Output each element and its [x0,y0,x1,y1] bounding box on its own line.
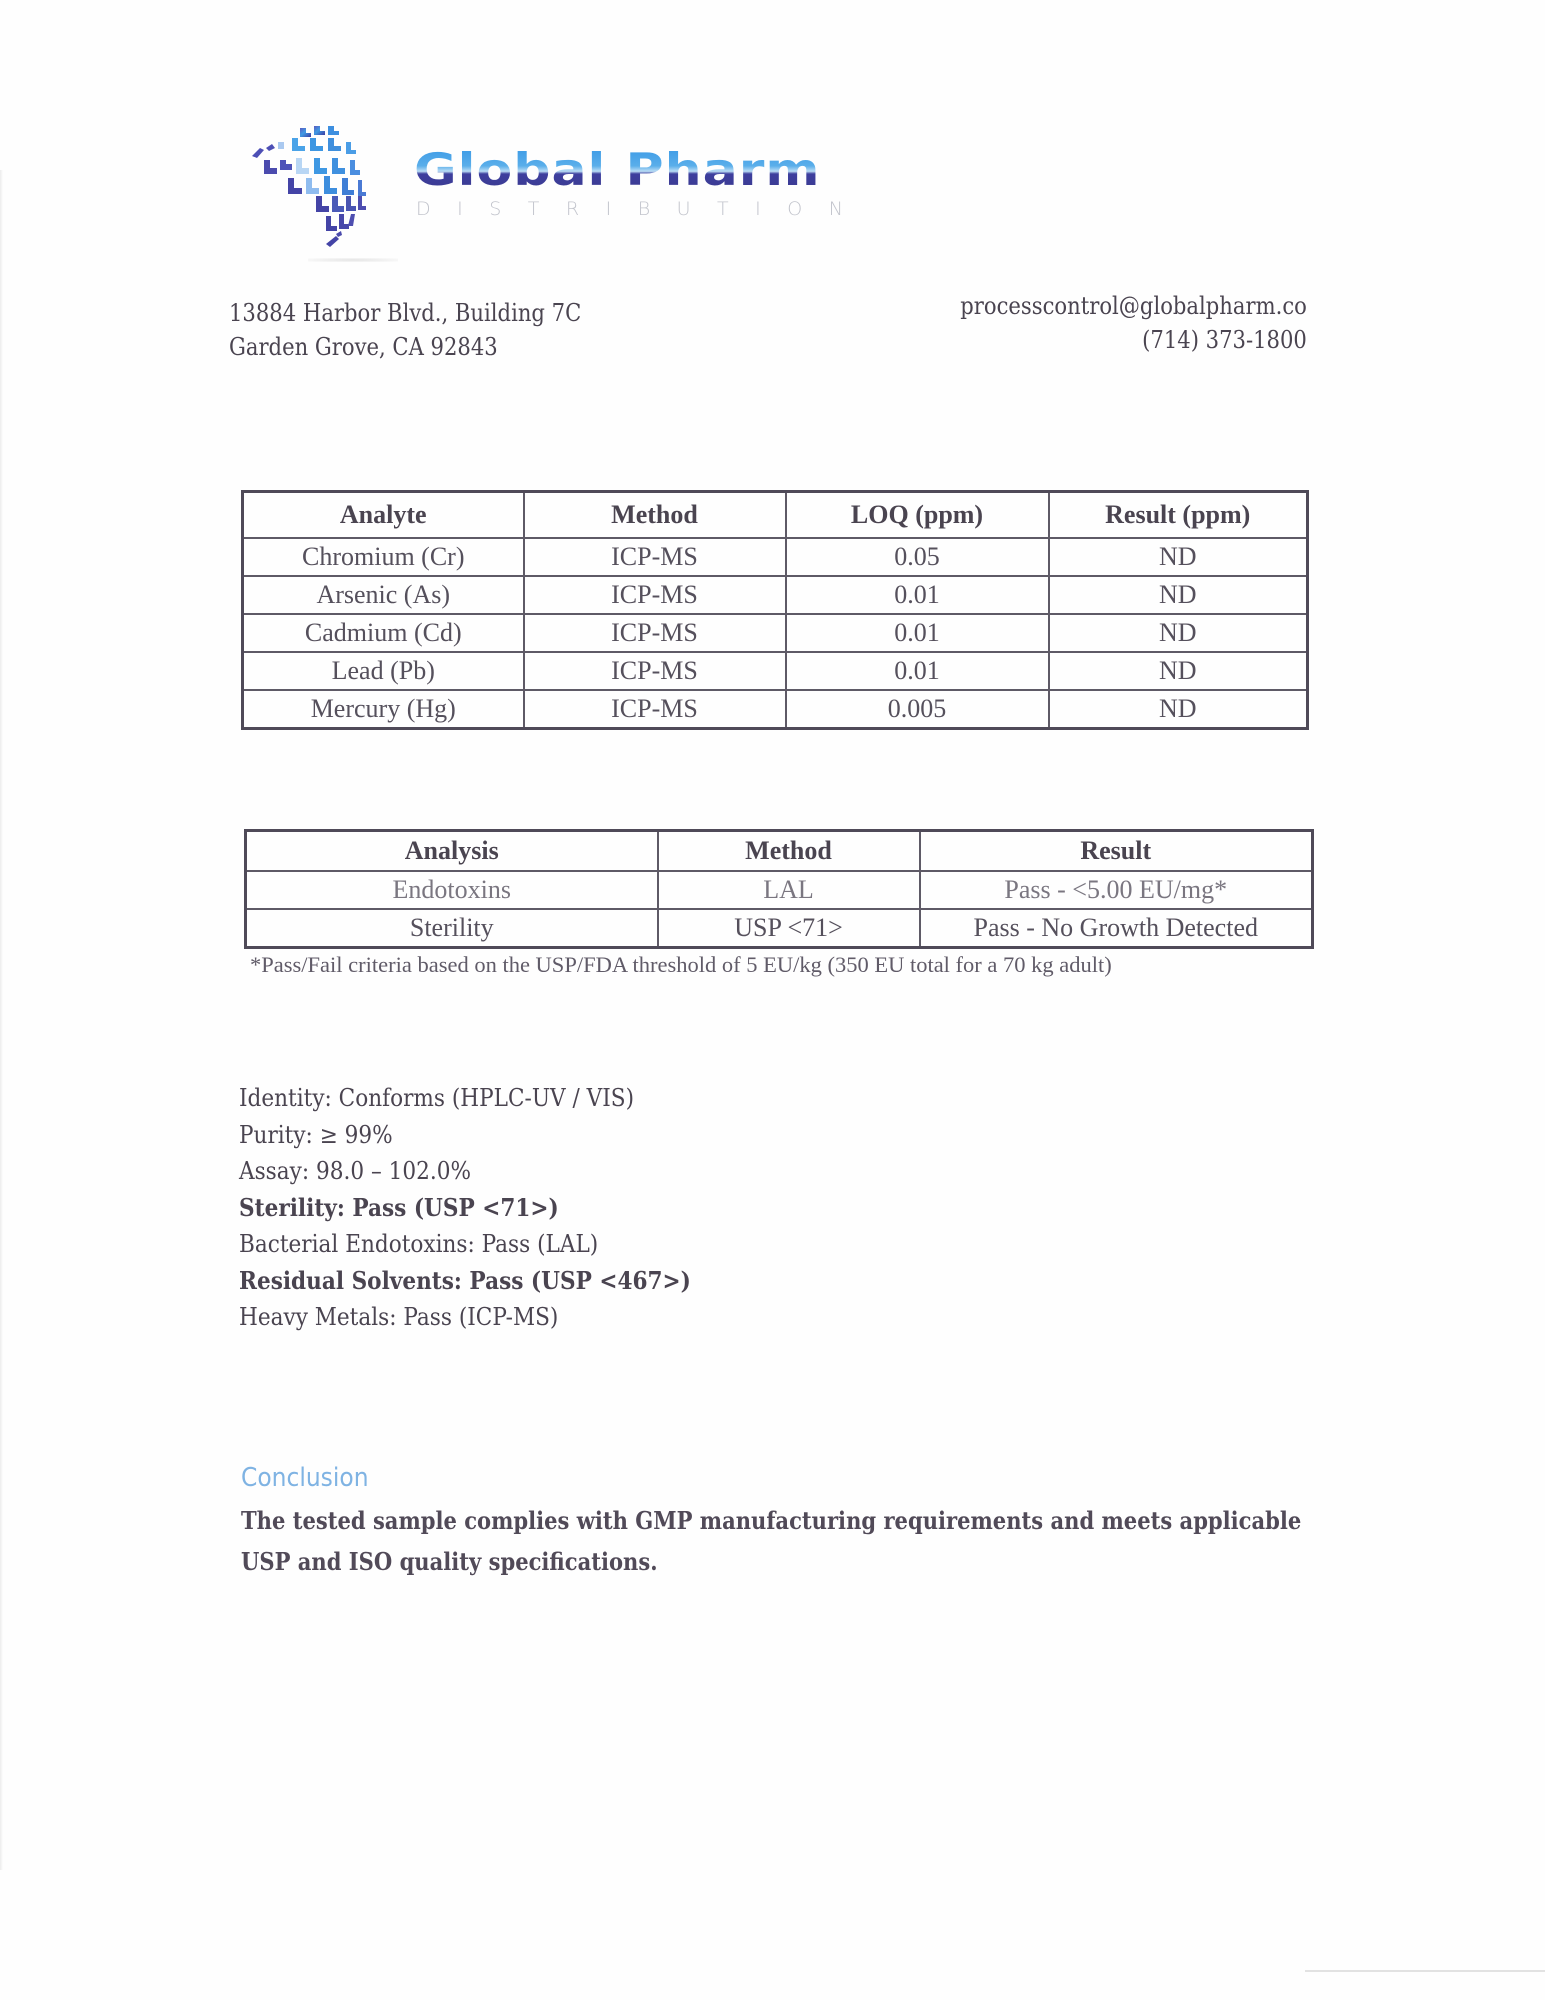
scan-page-edge [0,170,3,1870]
conclusion-line-1: The tested sample complies with GMP manufacturing requirements and meets applicable [241,1506,1302,1535]
method-cell: ICP-MS [524,576,786,614]
spec-endotoxins: Bacterial Endotoxins: Pass (LAL) [239,1230,599,1258]
table-row [243,614,1308,652]
table-row [246,871,1313,909]
column-header-analysis: Analysis [246,831,658,872]
company-address [229,296,581,364]
specification-list [239,1080,741,1336]
method-cell: ICP-MS [524,690,786,729]
column-header-method: Method [658,831,920,872]
result-cell: ND [1049,690,1308,729]
analysis-cell: Sterility [246,909,658,948]
address-line-2: Garden Grove, CA 92843 [229,333,498,361]
table-row [243,690,1308,729]
spec-sterility: Sterility: Pass (USP <71>) [239,1192,559,1222]
heavy-metals-table [241,490,1309,730]
scan-page-edge [1305,1970,1545,1972]
column-header-result: Result (ppm) [1049,492,1308,539]
method-cell: ICP-MS [524,652,786,690]
result-cell: ND [1049,652,1308,690]
result-cell: Pass - No Growth Detected [920,909,1313,948]
result-cell: ND [1049,538,1308,576]
microbiology-table [244,829,1314,949]
column-header-method: Method [524,492,786,539]
table-row [246,909,1313,948]
analyte-cell: Lead (Pb) [243,652,524,690]
logo-shadow [308,258,398,262]
table-row [243,576,1308,614]
contact-email: processcontrol@globalpharm.co [960,292,1307,320]
analyte-cell: Chromium (Cr) [243,538,524,576]
loq-cell: 0.005 [786,690,1049,729]
spec-purity: Purity: ≥ 99% [239,1120,393,1149]
spec-heavy-metals: Heavy Metals: Pass (ICP-MS) [239,1303,559,1331]
method-cell: USP <71> [658,909,920,948]
company-contact [960,289,1307,357]
analysis-cell: Endotoxins [246,871,658,909]
result-cell: Pass - <5.00 EU/mg* [920,871,1313,909]
analyte-cell: Mercury (Hg) [243,690,524,729]
logo-wordmark: Global Pharm [414,144,821,197]
logo-tagline: DISTRIBUTION [416,198,870,220]
loq-cell: 0.01 [786,652,1049,690]
analyte-cell: Cadmium (Cd) [243,614,524,652]
loq-cell: 0.05 [786,538,1049,576]
spec-residual-solvents: Residual Solvents: Pass (USP <467>) [239,1265,691,1295]
loq-cell: 0.01 [786,614,1049,652]
contact-phone: (714) 373-1800 [1142,326,1307,354]
table-row [243,538,1308,576]
analyte-cell: Arsenic (As) [243,576,524,614]
table-header-row [246,831,1313,872]
method-cell: LAL [658,871,920,909]
column-header-result: Result [920,831,1313,872]
conclusion-line-2: USP and ISO quality specifications. [241,1547,658,1576]
table-row [243,652,1308,690]
globe-icon [248,118,388,258]
result-cell: ND [1049,576,1308,614]
result-cell: ND [1049,614,1308,652]
column-header-analyte: Analyte [243,492,524,539]
method-cell: ICP-MS [524,538,786,576]
address-line-1: 13884 Harbor Blvd., Building 7C [229,299,582,327]
conclusion-text [241,1500,1302,1582]
column-header-loq: LOQ (ppm) [786,492,1049,539]
spec-identity: Identity: Conforms (HPLC-UV / VIS) [239,1084,635,1112]
table-footnote: *Pass/Fail criteria based on the USP/FDA threshold of 5 EU/kg (350 EU total for a 70 kg adult) [250,952,1112,977]
company-logo [248,118,870,268]
loq-cell: 0.01 [786,576,1049,614]
spec-assay: Assay: 98.0 – 102.0% [239,1157,471,1185]
conclusion-heading: Conclusion [241,1463,369,1493]
table-header-row [243,492,1308,539]
method-cell: ICP-MS [524,614,786,652]
